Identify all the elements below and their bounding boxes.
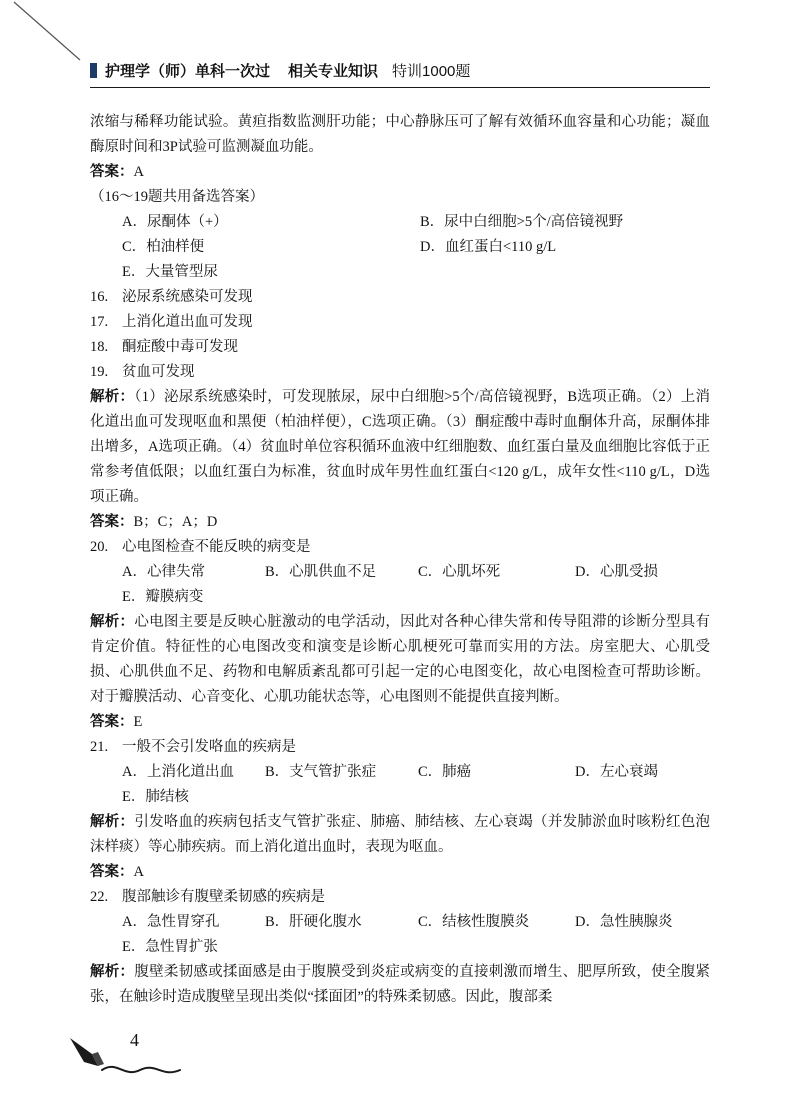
answer-value: A [133, 864, 144, 880]
book-title: 护理学（师）单科一次过 [105, 63, 271, 80]
page-header [90, 60, 710, 81]
analysis-text: （1）泌尿系统感染时，可发现脓尿，尿中白细胞>5个/高倍镜视野，B选项正确。（2）上消化道出血可发现呕血和黑便（柏油样便），C选项正确。（3）酮症酸中毒时血酮体升高，尿酮体排出增多，A选项正确。（4）贫血时单位容积循环血液中红细胞数、血红蛋白量及血细胞比容低于正常参考值低限；以血红蛋白为标准，贫血时成年男性血红蛋白<120 g/L，成年女性<110 g/L，D选项正确。 [90, 389, 711, 505]
option-e: E．大量管型尿 [122, 264, 218, 280]
option-a: A．心律失常 [122, 564, 205, 580]
option-e: E．急性胃扩张 [122, 939, 218, 955]
question-18 [90, 335, 710, 360]
question-number: 21. [90, 739, 109, 755]
analysis-text: 心电图主要是反映心脏激动的电学活动，因此对各种心律失常和传导阻滞的诊断分型具有肯定价值。特征性的心电图改变和演变是诊断心肌梗死可靠而实用的方法。房室肥大、心肌受损、心肌供血不足、药物和电解质紊乱都可引起一定的心电图变化，故心电图检查可帮助诊断。对于瓣膜活动、心音变化、心肌功能状态等，心电图则不能提供直接判断。 [90, 614, 711, 705]
option-a: A．急性胃穿孔 [122, 914, 220, 930]
question-number: 19. [90, 364, 109, 380]
answer-line-15 [90, 160, 710, 185]
question-text: 酮症酸中毒可发现 [122, 339, 238, 355]
analysis-label: 解析： [90, 389, 135, 405]
option-b: B．肝硬化腹水 [265, 914, 362, 930]
option-e: E．瓣膜病变 [122, 589, 204, 605]
answer-label: 答案： [90, 864, 134, 880]
answer-line-20 [90, 710, 710, 735]
option-c: C．肺癌 [418, 764, 472, 780]
analysis-label: 解析： [90, 814, 135, 830]
answer-label: 答案： [90, 714, 134, 730]
option-b: B．心肌供血不足 [265, 564, 377, 580]
option-c: C．心肌坏死 [418, 564, 501, 580]
question-text: 上消化道出血可发现 [122, 314, 253, 330]
continued-analysis-paragraph: 浓缩与稀释功能试验。黄疸指数监测肝功能；中心静脉压可了解有效循环血容量和心功能；凝血酶原时间和3P试验可监测凝血功能。 [90, 114, 710, 155]
question-20-options [122, 560, 710, 610]
question-text: 贫血可发现 [122, 364, 195, 380]
question-number: 16. [90, 289, 109, 305]
shared-options [122, 210, 710, 285]
question-19 [90, 360, 710, 385]
question-text: 泌尿系统感染可发现 [122, 289, 253, 305]
analysis-22 [90, 960, 710, 1010]
answer-value: B；C；A；D [133, 514, 218, 530]
option-d: D．心肌受损 [575, 564, 658, 580]
question-text: 心电图检查不能反映的病变是 [122, 539, 311, 555]
analysis-16-19 [90, 385, 710, 510]
option-c: C．结核性腹膜炎 [418, 914, 530, 930]
question-17 [90, 310, 710, 335]
page-body [90, 110, 710, 1010]
question-text: 一般不会引发咯血的疾病是 [122, 739, 296, 755]
header-section: 相关专业知识 [288, 63, 379, 80]
header-series: 特训1000题 [392, 63, 471, 80]
question-text: 腹部触诊有腹壁柔韧感的疾病是 [122, 889, 325, 905]
question-number: 17. [90, 314, 109, 330]
question-20 [90, 535, 710, 560]
answer-label: 答案： [90, 514, 134, 530]
option-d: D．急性胰腺炎 [575, 914, 673, 930]
shared-options-note: （16～19题共用备选答案） [90, 189, 264, 205]
corner-fold-line [0, 0, 100, 80]
analysis-text: 腹壁柔韧感或揉面感是由于腹膜受到炎症或病变的直接刺激而增生、肥厚所致，使全腹紧张，在触诊时造成腹壁呈现出类似“揉面团”的特殊柔韧感。因此，腹部柔 [90, 964, 711, 1005]
page-footer [62, 1020, 232, 1100]
analysis-label: 解析： [90, 614, 135, 630]
question-16 [90, 285, 710, 310]
option-b: B．尿中白细胞>5个/高倍镜视野 [420, 214, 624, 230]
analysis-20 [90, 610, 710, 710]
question-number: 18. [90, 339, 109, 355]
answer-value: A [133, 164, 144, 180]
option-a: A．上消化道出血 [122, 764, 234, 780]
question-number: 20. [90, 539, 109, 555]
analysis-label: 解析： [90, 964, 135, 980]
answer-line-16-19 [90, 510, 710, 535]
option-a: A．尿酮体（+） [122, 214, 228, 230]
option-d: D．血红蛋白<110 g/L [420, 239, 557, 255]
analysis-text: 引发咯血的疾病包括支气管扩张症、肺癌、肺结核、左心衰竭（并发肺淤血时咳粉红色泡沫样痰）等心肺疾病。而上消化道出血时，表现为呕血。 [90, 814, 711, 855]
analysis-21 [90, 810, 710, 860]
question-22 [90, 885, 710, 910]
answer-line-21 [90, 860, 710, 885]
option-b: B．支气管扩张症 [265, 764, 377, 780]
answer-value: E [133, 714, 143, 730]
option-d: D．左心衰竭 [575, 764, 658, 780]
pen-doodle-icon [62, 1020, 232, 1100]
header-divider [90, 87, 710, 88]
page-number: 4 [130, 1030, 139, 1050]
header-accent-bar [90, 63, 97, 78]
question-21 [90, 735, 710, 760]
question-number: 22. [90, 889, 109, 905]
option-c: C．柏油样便 [122, 239, 205, 255]
question-21-options [122, 760, 710, 810]
answer-label: 答案： [90, 164, 134, 180]
question-22-options [122, 910, 710, 960]
option-e: E．肺结核 [122, 789, 189, 805]
